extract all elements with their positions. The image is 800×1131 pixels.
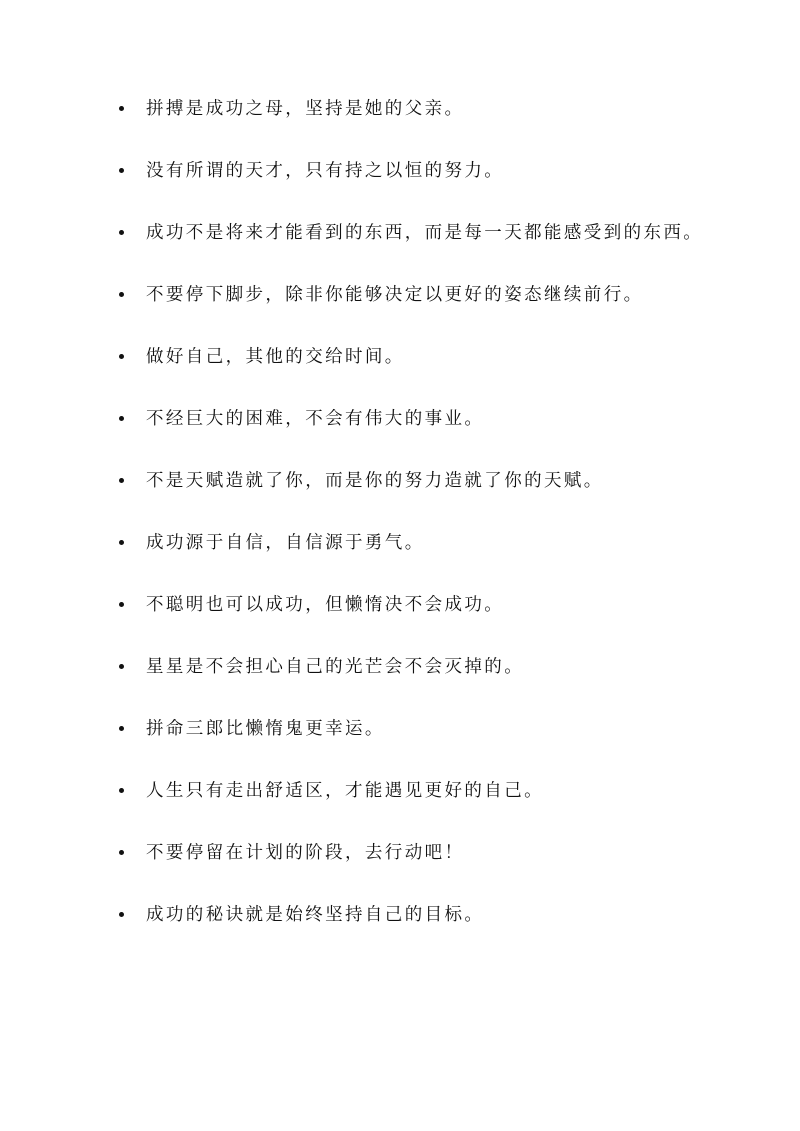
bullet-icon [119,168,124,173]
list-item [119,153,709,190]
quote-text: 成功源于自信，自信源于勇气。 [146,532,425,553]
list-item [119,401,709,438]
quote-text: 成功不是将来才能看到的东西，而是每一天都能感受到的东西。 [146,222,704,243]
bullet-icon [119,664,124,669]
quote-text: 成功的秘诀就是始终坚持自己的目标。 [146,904,485,925]
bullet-icon [119,850,124,855]
list-item [119,463,709,500]
quote-text: 不经巨大的困难，不会有伟大的事业。 [146,408,485,429]
quote-text: 不要停下脚步，除非你能够决定以更好的姿态继续前行。 [146,284,644,305]
bullet-icon [119,230,124,235]
list-item [119,215,709,252]
quote-text: 拼搏是成功之母，坚持是她的父亲。 [146,99,465,119]
quote-text: 做好自己，其他的交给时间。 [146,346,405,367]
list-item [119,587,709,624]
list-item [119,773,709,810]
quote-text: 不要停留在计划的阶段，去行动吧！ [146,842,465,863]
bullet-icon [119,540,124,545]
bullet-icon [119,912,124,917]
quote-text: 没有所谓的天才，只有持之以恒的努力。 [146,160,505,181]
quote-text: 人生只有走出舒适区，才能遇见更好的自己。 [146,780,544,801]
quote-list [119,91,709,959]
bullet-icon [119,478,124,483]
bullet-icon [119,416,124,421]
bullet-icon [119,602,124,607]
bullet-icon [119,726,124,731]
list-item [119,525,709,562]
list-item [119,91,709,128]
list-item [119,277,709,314]
quote-text: 星星是不会担心自己的光芒会不会灭掉的。 [146,656,525,677]
list-item [119,835,709,872]
quote-text: 不聪明也可以成功，但懒惰决不会成功。 [146,594,505,615]
list-item [119,897,709,934]
quote-text: 不是天赋造就了你，而是你的努力造就了你的天赋。 [146,470,604,491]
bullet-icon [119,106,124,111]
list-item [119,711,709,748]
list-item [119,649,709,686]
bullet-icon [119,788,124,793]
list-item [119,339,709,376]
quote-text: 拼命三郎比懒惰鬼更幸运。 [146,718,385,739]
bullet-icon [119,354,124,359]
bullet-icon [119,292,124,297]
